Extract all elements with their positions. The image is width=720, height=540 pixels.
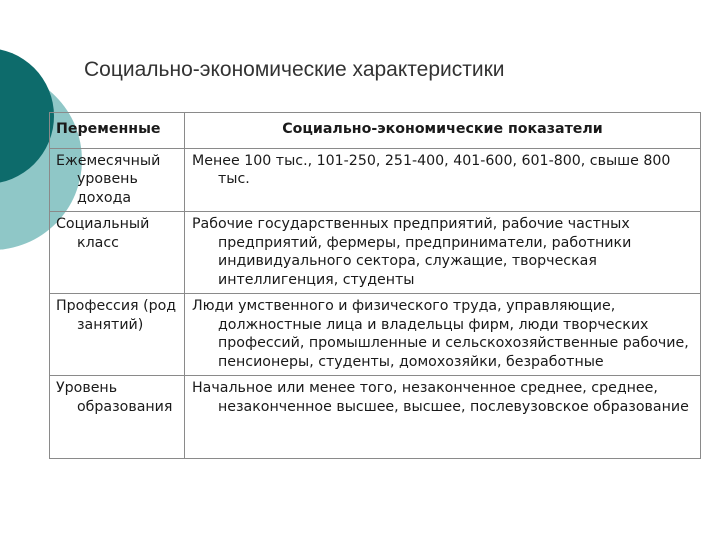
indicators-cell: Рабочие государственных предприятий, рабочие частных предприятий, фермеры, предприниматели, работники индивидуального сектора, служащие, творческая интеллигенция, студенты <box>185 212 701 294</box>
characteristics-table <box>49 112 701 459</box>
table-row <box>50 376 701 459</box>
header-variables: Переменные <box>50 113 185 149</box>
indicators-cell: Начальное или менее того, незаконченное среднее, среднее, незаконченное высшее, высшее, послевузовское образование <box>185 376 701 459</box>
indicators-cell: Менее 100 тыс., 101-250, 251-400, 401-600, 601-800, свыше 800 тыс. <box>185 148 701 212</box>
table-header-row <box>50 113 701 149</box>
table-row <box>50 294 701 376</box>
variable-cell: Ежемесячный уровень дохода <box>50 148 185 212</box>
variable-cell: Социальный класс <box>50 212 185 294</box>
indicators-cell: Люди умственного и физического труда, управляющие, должностные лица и владельцы фирм, люди творческих профессий, промышленные и сельскохозяйственные рабочие, пенсионеры, студенты, домохозяйки, безработные <box>185 294 701 376</box>
table-row <box>50 148 701 212</box>
table-row <box>50 212 701 294</box>
slide-title: Социально-экономические характеристики <box>84 58 505 81</box>
variable-cell: Профессия (род занятий) <box>50 294 185 376</box>
header-indicators: Социально-экономические показатели <box>185 113 701 149</box>
variable-cell: Уровень образования <box>50 376 185 459</box>
